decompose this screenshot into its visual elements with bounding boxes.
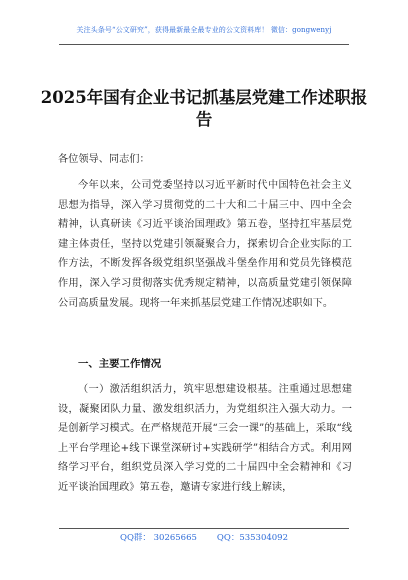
document-title: 2025年国有企业书记抓基层党建工作述职报告: [40, 88, 368, 129]
footer: [0, 531, 408, 551]
header-divider: [59, 44, 349, 45]
salutation: 各位领导、同志们：: [58, 154, 150, 165]
header-banner-text: 关注头条号“公文研究”，获得最新最全最专业的公文资料库！ 微信：gongwenyj: [76, 26, 332, 34]
footer-qq: QQ：535304092: [216, 533, 288, 543]
paragraph-organization-vitality: （一）激活组织活力，筑牢思想建设根基。注重通过思想建设，凝聚团队力量、激发组织活力，为党组织注入强大动力。一是创新学习模式。在严格规范开展“三会一课”的基础上，采取“线上平台学理论+线下课堂深研讨+实践研学”相结合方式。利用网络学习平台，组织党员深入学习党的二十届四中全会精神和《习近平谈治国理政》第五卷，邀请专家进行线上解读，: [58, 384, 352, 493]
section-heading-main-work: 一、主要工作情况: [78, 358, 162, 370]
footer-qq-group: QQ群： 30265665: [119, 533, 197, 543]
paragraph-intro: 今年以来，公司党委坚持以习近平新时代中国特色社会主义思想为指导，深入学习贯彻党的二十大和二十届三中、四中全会精神，认真研读《习近平谈治国理政》第五卷，坚持扛牢基层党建主体责任，坚持以党建引领凝聚合力，探索切合企业实际的工作方法，不断发挥各级党组织坚强战斗堡垒作用和党员先锋模范作用，深入学习贯彻落实优秀规定精神，以高质量党建引领保障公司高质量发展。现将一年来抓基层党建工作情况述职如下。: [58, 180, 352, 309]
header-banner: [0, 0, 408, 48]
footer-divider: [59, 528, 349, 529]
